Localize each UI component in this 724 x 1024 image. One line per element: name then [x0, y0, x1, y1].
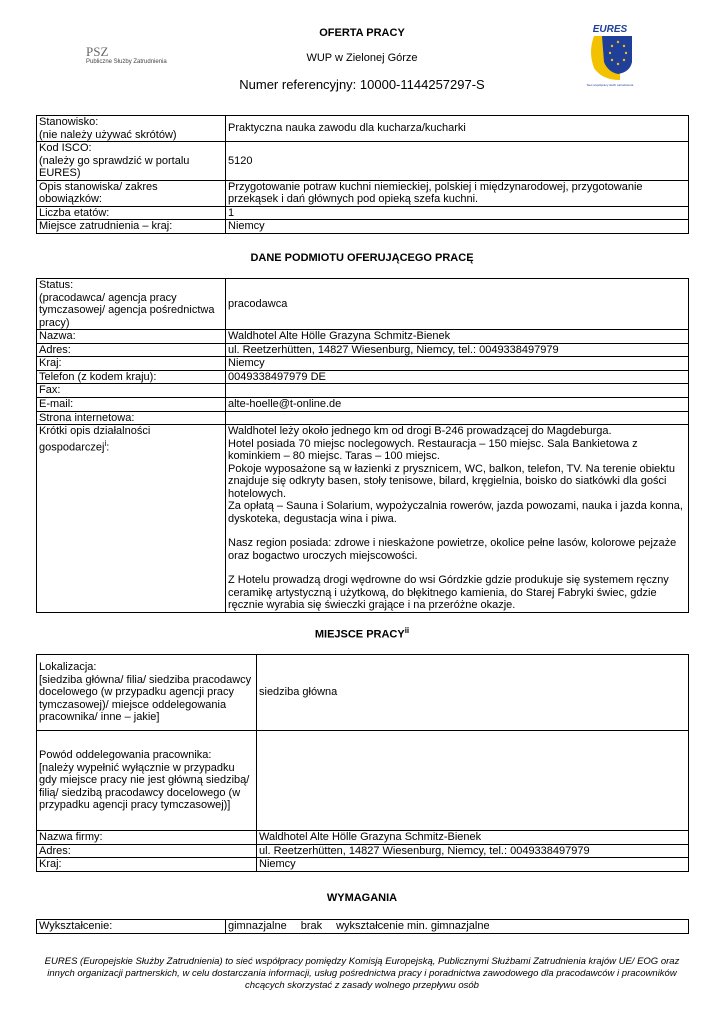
education-option: gimnazjalne [228, 920, 287, 932]
fax-value [226, 384, 689, 398]
education-label: Wykształcenie: [37, 920, 226, 934]
business-description-label-text: Krótki opis działalności gospodarczej [39, 425, 151, 454]
workplace-row-delegation-reason [37, 731, 689, 831]
business-description-paragraph: Pokoje wyposażone są w łazienki z prysznicem, WC, balkon, telefon, TV. Na terenie obiektu znajduje się odkryty basen, stoły tenisowe, bilard, kręgielnia, boisko do siatkówki dla gości hotelowych. [228, 462, 675, 500]
phone-label: Telefon (z kodem kraju): [37, 370, 226, 384]
description-value: Przygotowanie potraw kuchni niemieckiej, polskiej i międzynarodowej, przygotowanie przekąsek i dań głównych pod opieką szefa kuchni. [226, 180, 689, 206]
business-description-paragraph: Nasz region posiada: zdrowe i nieskażone powietrze, okolice pełne lasów, kolorowe pejzaże oraz bogactwo uroczych miejscowości. [228, 537, 677, 562]
isco-value: 5120 [226, 142, 689, 181]
isco-label: Kod ISCO: (należy go sprawdzić w portalu EURES) [37, 142, 226, 181]
workplace-row-country [37, 858, 689, 872]
psz-logo-name: PSZ [86, 44, 109, 59]
business-description-paragraph: Hotel posiada 70 miejsc noclegowych. Restauracja – 150 miejsc. Sala Bankietowa z kominkiem – 80 miejsc. Taras – 100 miejsc. [228, 437, 638, 462]
workplace-country-label: Kraj: [37, 858, 257, 872]
positions-count-value: 1 [226, 206, 689, 220]
fax-label: Fax: [37, 384, 226, 398]
eures-logo-icon [580, 22, 640, 92]
country-value: Niemcy [226, 220, 689, 234]
education-option: wykształcenie min. gimnazjalne [336, 920, 490, 932]
employer-section-title: DANE PODMIOTU OFERUJĄCEGO PRACĘ [250, 252, 474, 264]
issuing-office: WUP w Zielonej Górze [306, 52, 418, 64]
footnote-marker: ii [404, 626, 410, 635]
education-value [226, 920, 689, 934]
address-label: Adres: [37, 343, 226, 357]
business-description-label [37, 425, 226, 613]
workplace-address-value: ul. Reetzerhütten, 14827 Wiesenburg, Niemcy, tel.: 0049338497979 [257, 844, 689, 858]
business-description-value [226, 425, 689, 613]
workplace-row-address [37, 844, 689, 858]
requirements-section-title: WYMAGANIA [326, 892, 398, 904]
eures-logo-text: EURES [592, 24, 628, 35]
company-value: Waldhotel Alte Hölle Grazyna Schmitz-Bienek [257, 831, 689, 845]
delegation-reason-value [257, 731, 689, 831]
employer-row-email [37, 397, 689, 411]
workplace-table [36, 654, 689, 872]
education-option: brak [300, 920, 323, 932]
offer-row-description [37, 180, 689, 206]
reference-label: Numer referencyjny: [239, 77, 360, 92]
status-value: pracodawca [226, 279, 689, 330]
website-value [226, 411, 689, 425]
phone-value: 0049338497979 DE [226, 370, 689, 384]
name-value: Waldhotel Alte Hölle Grazyna Schmitz-Bienek [226, 330, 689, 344]
offer-row-country [37, 220, 689, 234]
location-label: Lokalizacja: [siedziba główna/ filia/ siedziba pracodawcy docelowego (w przypadku agencji pracy tymczasowej)/ miejsce oddelegowania pracownika/ inne – jakie] [37, 655, 257, 731]
business-description-label-colon: : [106, 441, 110, 454]
positions-count-label: Liczba etatów: [37, 206, 226, 220]
footnote-marker: i [104, 438, 107, 448]
workplace-section-title [0, 626, 724, 641]
offer-row-isco [37, 142, 689, 181]
employer-row-address [37, 343, 689, 357]
employer-table [36, 278, 689, 613]
paragraph-spacer [228, 525, 686, 537]
offer-row-position [37, 116, 689, 142]
description-label: Opis stanowiska/ zakres obowiązków: [37, 180, 226, 206]
psz-logo-subtitle: Publiczne Służby Zatrudnienia [86, 59, 167, 65]
business-description-paragraph: Z Hotelu prowadzą drogi wędrowne do wsi Górdzkie gdzie produkuje się systemem ręczny ceramikę artystyczną i użytkową, do błękitnego kamienia, do Starej Fabryki świec, gdzie ręcznie wyrabia się świeczki grające i na przeróżne okazje. [228, 574, 669, 611]
employer-row-phone [37, 370, 689, 384]
name-label: Nazwa: [37, 330, 226, 344]
status-label: Status: (pracodawca/ agencja pracy tymczasowej/ agencja pośrednictwa pracy) [37, 279, 226, 330]
location-value: siedziba główna [257, 655, 689, 731]
reference-value: 10000-1144257297-S [359, 77, 485, 92]
business-description-paragraph: Za opłatą – Sauna i Solarium, wypożyczalnia rowerów, jazda powozami, nauka i jazda konna, dyskoteka, degustacja wina i piwa. [228, 500, 683, 525]
employer-country-value: Niemcy [226, 357, 689, 371]
email-label: E-mail: [37, 397, 226, 411]
delegation-reason-label: Powód oddelegowania pracownika: [należy wypełnić wyłącznie w przypadku gdy miejsce pracy nie jest główną siedzibą/ filią/ siedzibą pracodawcy docelowego (w przypadku agencji pracy tymczasowej)] [37, 731, 257, 831]
employer-row-fax [37, 384, 689, 398]
workplace-country-value: Niemcy [257, 858, 689, 872]
email-value: alte-hoelle@t-online.de [226, 397, 689, 411]
psz-logo [86, 45, 186, 71]
workplace-section-title-text: MIEJSCE PRACY [314, 628, 405, 641]
employer-row-name [37, 330, 689, 344]
offer-table [36, 115, 689, 234]
company-label: Nazwa firmy: [37, 831, 257, 845]
paragraph-spacer [228, 562, 686, 574]
employer-row-status [37, 279, 689, 330]
footer-note: EURES (Europejskie Służby Zatrudnienia) to sieć współpracy pomiędzy Komisją Europejską, Publicznymi Służbami Zatrudnienia krajów UE/ EOG oraz innych organizacji partnerskich, w celu dostarczania informacji, usług pośrednictwa pracy i poradnictwa zawodowego dla pracodawców i pracowników chcących skorzystać z zasady wolnego przepływu osób [44, 956, 680, 991]
employer-row-business-description [37, 425, 689, 613]
requirements-row-education [37, 920, 689, 934]
eures-logo [580, 22, 640, 92]
document-title: OFERTA PRACY [319, 27, 405, 39]
position-label: Stanowisko: (nie należy używać skrótów) [37, 116, 226, 142]
website-label: Strona internetowa: [37, 411, 226, 425]
position-value: Praktyczna nauka zawodu dla kucharza/kucharki [226, 116, 689, 142]
workplace-address-label: Adres: [37, 844, 257, 858]
country-label: Miejsce zatrudnienia – kraj: [37, 220, 226, 234]
eures-logo-subtitle: Sieć współpracy służb zatrudnienia [586, 83, 634, 87]
employer-country-label: Kraj: [37, 357, 226, 371]
workplace-row-company [37, 831, 689, 845]
address-value: ul. Reetzerhütten, 14827 Wiesenburg, Niemcy, tel.: 0049338497979 [226, 343, 689, 357]
workplace-row-location [37, 655, 689, 731]
business-description-paragraph: Waldhotel leży około jednego km od drogi B-246 prowadzącej do Magdeburga. [228, 425, 612, 437]
requirements-table [36, 919, 689, 934]
offer-row-positions-count [37, 206, 689, 220]
employer-row-website [37, 411, 689, 425]
employer-row-country [37, 357, 689, 371]
